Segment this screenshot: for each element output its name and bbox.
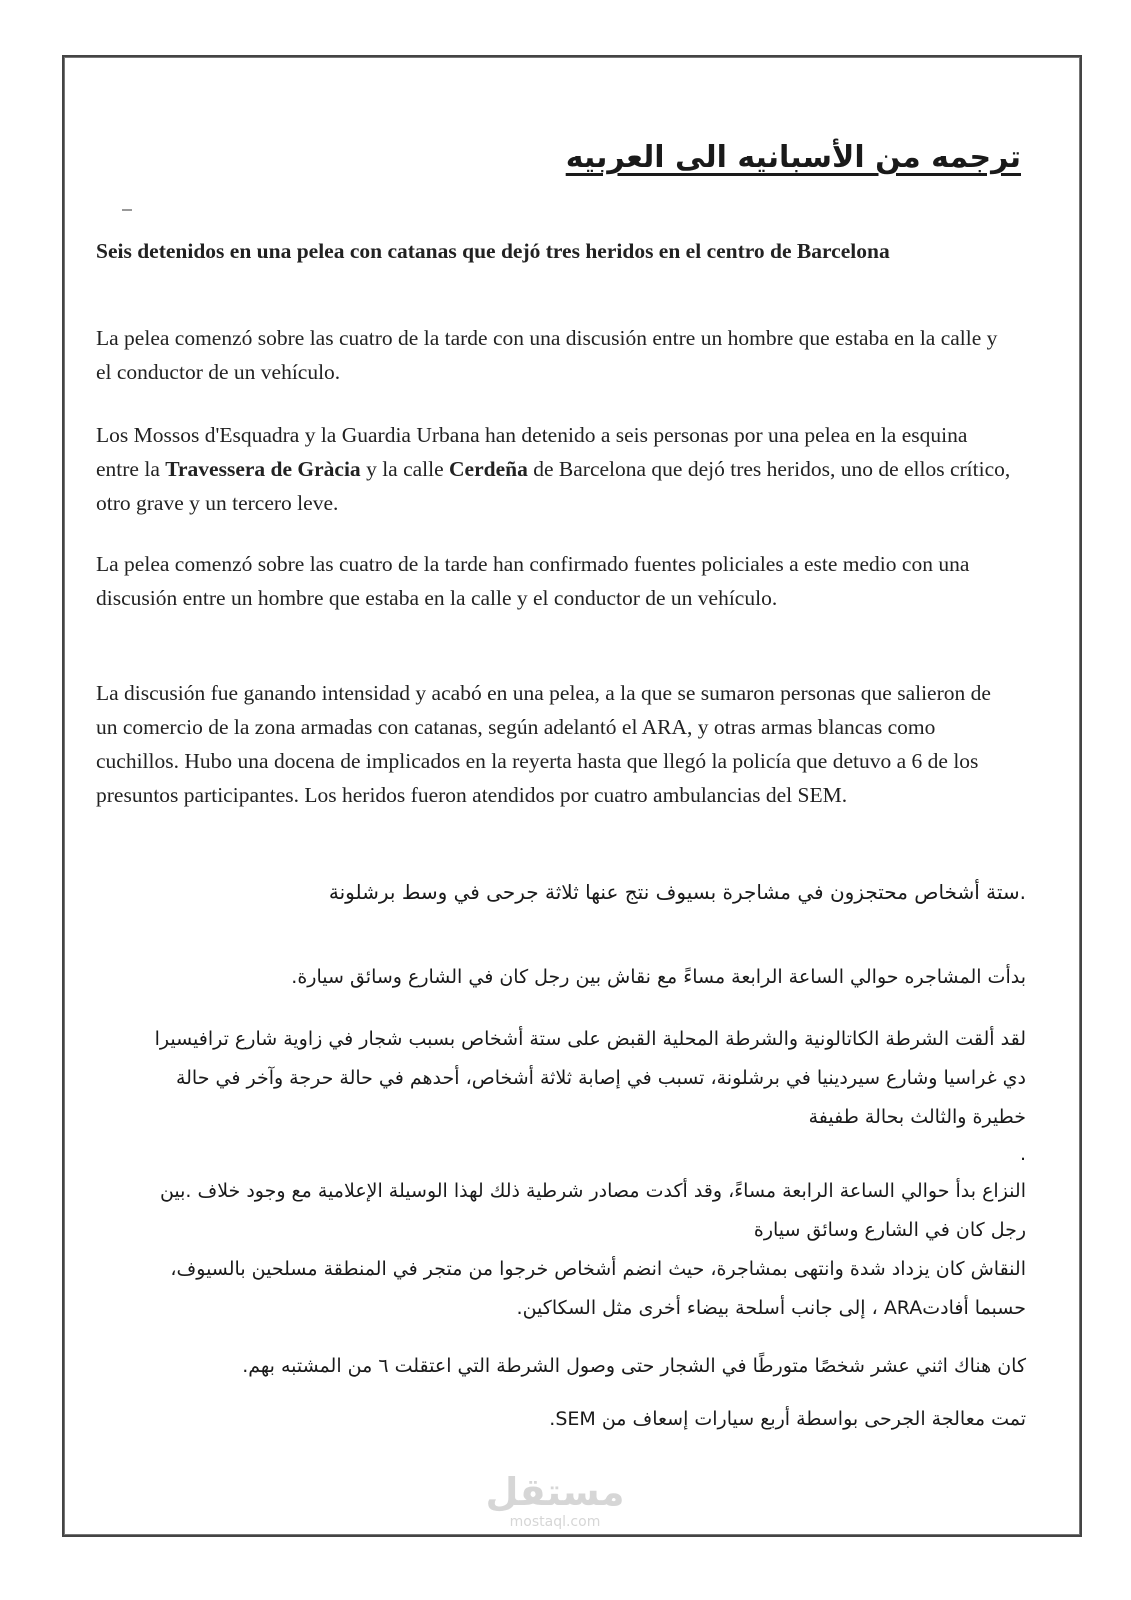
street-name-travessera: Travessera de Gràcia	[165, 457, 361, 481]
arabic-stray-dot: .	[1019, 1143, 1026, 1165]
arabic-paragraph-1: بدأت المشاجره حوالي الساعة الرابعة مساءً مع نقاش بين رجل كان في الشارع وسائق سيارة.	[291, 966, 1026, 988]
arabic-paragraph-4: النقاش كان يزداد شدة وانتهى بمشاجرة، حيث انضم أشخاص خرجوا من متجر في المنطقة مسلحين بالسيوف، حسبما أفادتARA ، إلى جانب أسلحة بيضاء أخرى مثل السكاكين.	[170, 1258, 1026, 1319]
spanish-paragraph-3: La pelea comenzó sobre las cuatro de la tarde han confirmado fuentes policiales a este medio con una discusión entre un hombre que estaba en la calle y el conductor de un vehículo.	[96, 552, 970, 610]
spanish-paragraph-4: La discusión fue ganando intensidad y acabó en una pelea, a la que se sumaron personas que salieron de un comercio de la zona armadas con catanas, según adelantó el ARA, y otras armas blancas como cuchillos. Hubo una docena de implicados en la reyerta hasta que llegó la policía que detuvo a 6 de los presuntos participantes. Los heridos fueron atendidos por cuatro ambulancias del SEM.	[96, 681, 991, 807]
text-run: de Barcelona que dejó tres heridos, uno de ellos crítico, otro grave y un tercero leve.	[96, 457, 1011, 515]
arabic-paragraph-2: لقد ألقت الشرطة الكاتالونية والشرطة المحلية القبض على ستة أشخاص بسبب شجار في زاوية شارع ترافيسيرا دي غراسيا وشارع سيردينيا في برشلونة، تسبب في إصابة ثلاثة أشخاص، أحدهم في حالة حرجة وآخر في حالة خطيرة والثالث بحالة طفيفة	[154, 1028, 1026, 1128]
spanish-headline: Seis detenidos en una pelea con catanas que dejó tres heridos en el centro de Barcelona	[96, 239, 890, 263]
watermark-arabic: مستقل	[485, 1470, 625, 1514]
watermark-url: mostaql.com	[509, 1514, 601, 1530]
watermark-logo	[485, 1470, 625, 1530]
spanish-paragraph-2	[96, 418, 1011, 520]
street-name-cerdena: Cerdeña	[449, 457, 528, 481]
spanish-paragraph-1: La pelea comenzó sobre las cuatro de la tarde con una discusión entre un hombre que estaba en la calle y el conductor de un vehículo.	[96, 326, 998, 384]
scan-speck	[122, 209, 132, 211]
arabic-paragraph-3: النزاع بدأ حوالي الساعة الرابعة مساءً، وقد أكدت مصادر شرطية ذلك لهذا الوسيلة الإعلامية مع وجود خلاف .بين رجل كان في الشارع وسائق سيارة	[159, 1180, 1026, 1241]
arabic-paragraph-5: كان هناك اثني عشر شخصًا متورطًا في الشجار حتى وصول الشرطة التي اعتقلت ٦ من المشتبه بهم.	[242, 1355, 1026, 1377]
arabic-headline: .ستة أشخاص محتجزون في مشاجرة بسيوف نتج عنها ثلاثة جرحى في وسط برشلونة	[328, 880, 1026, 904]
arabic-paragraph-6: تمت معالجة الجرحى بواسطة أربع سيارات إسعاف من SEM.	[549, 1408, 1026, 1430]
text-run: Los Mossos d'Esquadra y la Guardia Urbana han detenido a seis personas por una pelea en la esquina entre la	[96, 423, 968, 481]
text-run: y la calle	[360, 457, 450, 481]
document-heading: ترجمه من الأسبانيه الى العربيه	[565, 140, 1021, 175]
